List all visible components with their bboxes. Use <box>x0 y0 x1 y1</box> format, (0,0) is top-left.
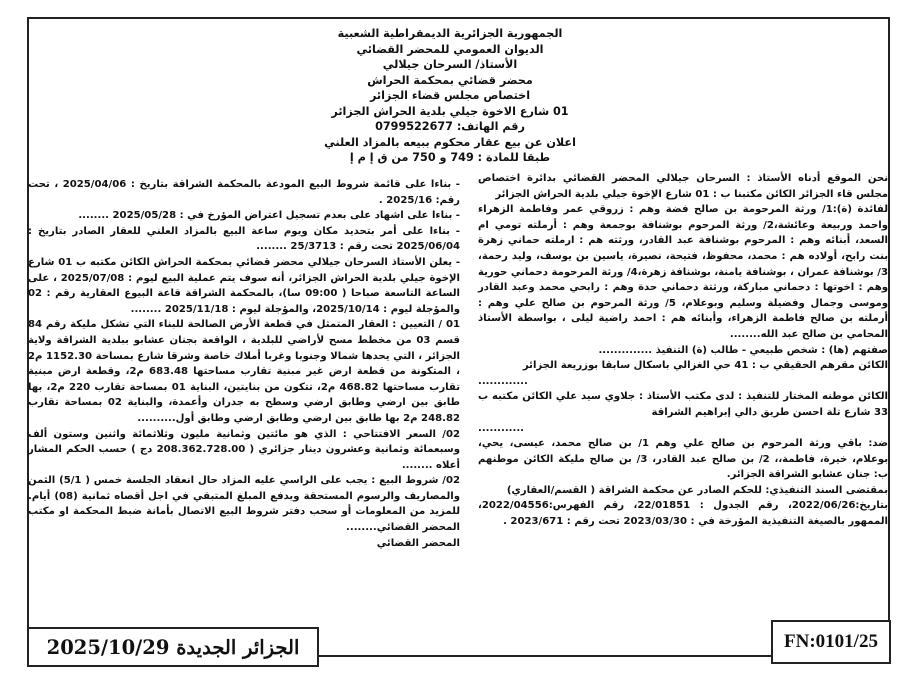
newspaper-date-box <box>27 627 319 667</box>
paragraph-sale-conditions: 02/ شروط البيع : يجب على الراسي عليه المزاد حال انعقاد الجلسة خمس ( 5/1) الثمن والمصاريف والرسوم المستحقة ويدفع المبلغ المتبقي في اجل أقصاه ثمانية (08) أيام. للمزيد من المعلومات أو سحب دفتر شروط البيع الاتصال بأمانة ضبط المحكمة او مكتب المحضر القضائي........ <box>28 475 461 534</box>
signature-bailiff: المحضر القضائي <box>376 537 460 549</box>
paragraph-elected-domicile: الكائن موطنه المختار للتنفيذ : لدى مكتب الأستاذ : جلاوي سيد علي الكائن مكتبه ب 33 شارع تلة احسن طريق دالي إبراهيم الشراقة <box>478 391 888 418</box>
paragraph-capacity: صفتهم (ها) : شخص طبيعي - طالب (ة) التنفيذ .............. <box>598 344 888 356</box>
right-column <box>478 171 888 530</box>
header-office: الديوان العمومي للمحضر القضائي <box>356 42 544 56</box>
paragraph-property-description: 01 / التعيين : العقار المتمثل في قطعة الأرض الصالحة للبناء التي تشكل مليكة رقم 84 قسم 03 من مخطط مسح لأراضي للبلدية ، الواقعة بجنان عشابو ببلدية الشراقة ولاية الجزائر ، التي يحدها شمالا وجنوبا وغربا أملاك خاصة وشرقا شارع بمساحة 1152.30 م2 ، المتكونة من قطعة ارض غير مبنية تقارب مساحتها 683.48 م2، وقطعة ارض مبنية تقارب مساحتها 468.82 م2، تتكون من بنايتين، البناية 01 بمساحة تقارب 220 م2، بها طابق بين ارضي وطابق ارضي وسطح به جدران وأعمدة، والبناية 02 بمساحة تقارب 248.82 م2 بها طابق بين ارضي وطابق ارضي وطابق أول.......... <box>28 319 461 424</box>
header-republic: الجمهورية الجزائرية الديمقراطية الشعبية <box>337 27 563 40</box>
announcement-header <box>200 26 700 166</box>
header-phone: رقم الهاتف: 0799522677 <box>375 120 525 133</box>
paragraph-against: ضد: باقي ورثة المرحوم بن صالح علي وهم 1/ بن صالح محمد، عيسى، يحي، بوعلام، خيرة، فاطمة،، 2/ بن صالح عبد القادر، 3/ بن صالح مليكة الكائن موطنهم ب: جنان عشابو الشراقة الجزائر. <box>478 438 889 481</box>
paragraph-sale-order: - بناءا على أمر بتحديد مكان ويوم ساعة البيع بالمزاد العلني للعقار الصادر بتاريخ : 2025/06/04 تحت رقم : 25/3713 ........ <box>28 225 460 253</box>
paragraph-enforcement-title: بمقتضى السند التنفيذي: للحكم الصادر عن محكمة الشراقة ( القسم/العقاري) <box>506 484 888 496</box>
reference-number: FN:0101/25 <box>784 631 878 652</box>
header-title: اعلان عن بيع عقار محكوم ببيعه بالمزاد العلني <box>324 135 576 149</box>
paragraph-residence: الكائن مقرهم الحقيقي ب : 41 حي الغزالي باسكال سابقا بوزريعة الجزائر <box>522 360 888 372</box>
reference-box <box>771 620 891 664</box>
paragraph-conditions-list: - بناءا على قائمة شروط البيع المودعة بالمحكمة الشراقة بتاريخ : 2025/04/06 ، تحت رقم: 2025/16 . <box>28 179 460 206</box>
header-address: 01 شارع الاخوة جيلي بلدية الحراش الجزائر <box>331 104 569 118</box>
newspaper-date: الجزائر الجديدة 2025/10/29 <box>46 635 300 659</box>
paragraph-no-objection: - بناءا على اشهاد على بعدم تسجيل اعتراض المؤرخ في : 2025/05/28 ........ <box>78 210 460 222</box>
header-bailiff-name: الأستاذ/ السرحان جيلالي <box>382 58 518 71</box>
paragraph-bailiff-intro: نحن الموقع أدناه الأستاذ : السرحان جيلالي المحضر القضائي بدائرة اختصاص مجلس قاء الجزائر الكائن مكتبنا ب : 01 شارع الإخوة جيلي بلدية الحراش الجزائر <box>478 173 888 200</box>
left-column <box>28 177 460 551</box>
dotted-filler: ............ <box>478 422 525 434</box>
paragraph-opening-price: 02/ السعر الافتتاحي : الذي هو مائتين وثمانية مليون وثلاثمائة واثنين وستون ألف وسبعمائة وثمانية وعشرون دينار جزائري ( 208.362.728.00 دج ) حسب الحكم المشار أعلاه ........ <box>28 428 460 471</box>
header-jurisdiction: اختصاص مجلس قضاء الجزائر <box>369 89 531 102</box>
header-court: محضر قضائي بمحكمة الحراش <box>367 73 533 87</box>
paragraph-sale-announcement: - يعلن الأستاذ السرحان جيلالي محضر قضائي بمحكمة الحراش الكائن مكتبه ب 01 شارع الإخوة جيلي بلدية الحراش الجزائر، أنه سوف يتم عملية البيع ليوم : 2025/07/08 ، على الساعة التاسعة صباحا ( 09:00 سا)، بالمحكمة الشراقة قاعة البيوع العقارية رقم : 02 والمؤجلة ليوم : 2025/10/14، والمؤجلة ليوم : 2025/11/18 ........ <box>28 256 461 315</box>
paragraph-judgment-details: بتاريخ:2022/06/26، رقم الجدول : 22/01851، رقم الفهرس:2022/04556، الممهور بالصيغة التنفيذية المؤرخة في : 2023/03/30 تحت رقم : 2023/671 . <box>478 500 889 528</box>
paragraph-beneficiaries: لفائدة (ة):1/ ورثة المرحومة بن صالح فضة وهم : زروقي عمر وفاطمة الزهراء واحمد وربيعة وعائشة،2/ ورثة المرحوم بوشنافة بوجمعة وهم : أرملته تومي ام السعد، أبنائه وهم : المرحوم بوشنافة عبد القادر، ورثته هم : ارملته حماني زهرة بنت رابح، أولاده هم : محمد، محفوظ، فتيحة، نصيرة، ياسين بن يوسف، وليد رحمة، 3/ بوشنافة عمران ، بوشنافة يامنة، بوشنافة زهرة،4/ ورثة المرحومة دحماني حورية وهم : اخوتها : دحماني مباركة، ورثتة دحماني حدة وهم : رابحي محمد وعبد القادر وموسى وجمال وفضيلة وسليم وبوعلام، 5/ ورثة المرحوم بن صالح علي وهم : أرملته بن صالح فاطمة الزهراء، وأبنائه هم : احمد راضية ليلى ، بواسطة الأستاذ المحامي بن صالح عبد الله........ <box>478 204 889 340</box>
dotted-filler: ............. <box>478 375 528 387</box>
header-legal-article: طبقا للمادة : 749 و 750 من ق إ م إ <box>349 151 551 164</box>
